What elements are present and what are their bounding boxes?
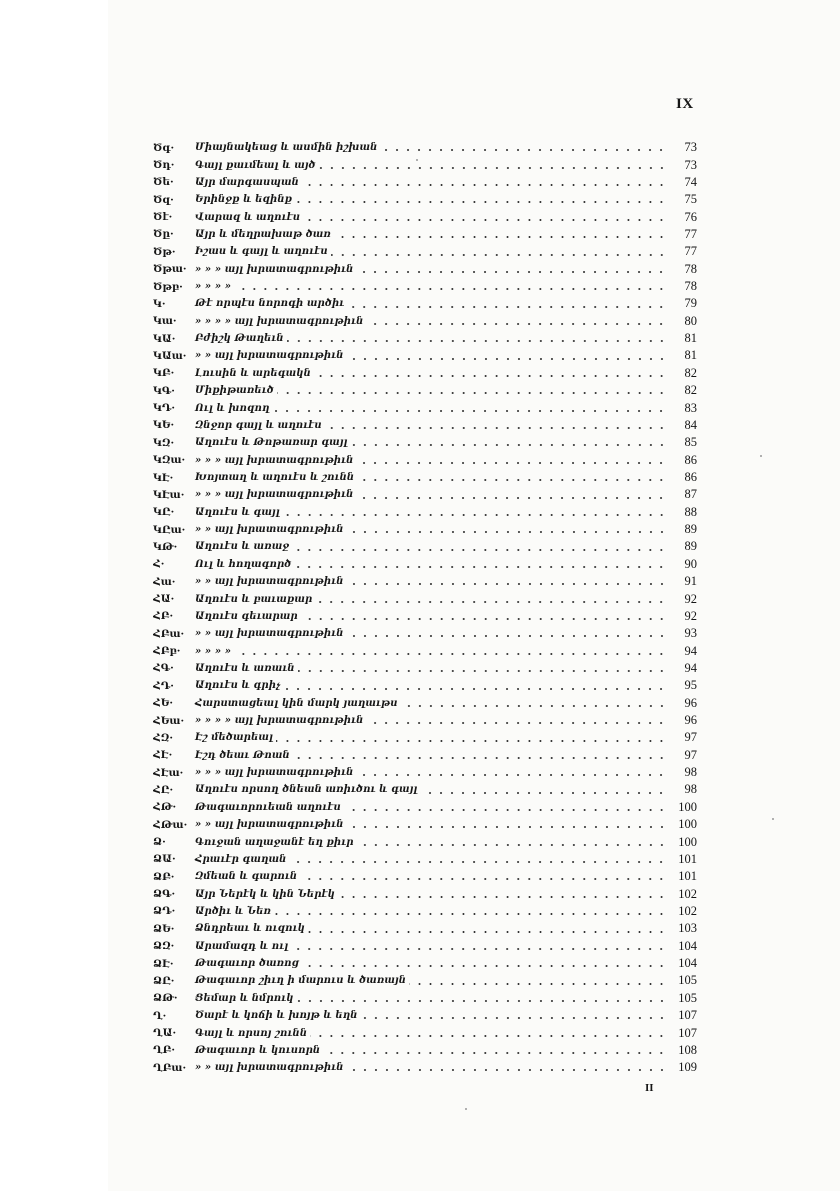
toc-entry (153, 695, 697, 712)
entry-page-number: 96 (684, 695, 697, 710)
dot-leader (356, 271, 667, 273)
entry-title: Թագաւոր ծառոց (195, 958, 299, 970)
entry-number: ՀԲա· (153, 627, 185, 640)
entry-number: ՀԸ· (153, 783, 174, 796)
toc-entry (153, 208, 697, 225)
entry-page-number: 82 (684, 383, 697, 398)
toc-entry (153, 573, 697, 590)
dot-leader (314, 375, 667, 377)
table-of-contents (153, 139, 697, 1076)
toc-entry (153, 156, 697, 173)
entry-title: » » » » (195, 281, 232, 293)
entry-number: Կ· (153, 297, 166, 310)
dot-leader (297, 1000, 667, 1002)
entry-title: » » այլ խրատագրութիւն (195, 350, 344, 362)
entry-page-number: 102 (678, 886, 697, 901)
entry-page-number: 87 (684, 487, 697, 502)
entry-page-number: 86 (684, 452, 697, 467)
entry-title: » » այլ խրատագրութիւն (195, 1062, 344, 1074)
dot-leader (276, 740, 667, 742)
toc-entry (153, 816, 697, 833)
dot-leader (338, 896, 667, 898)
entry-title: » » » » այլ խրատագրութիւն (195, 315, 364, 327)
dot-leader (287, 340, 667, 342)
toc-entry (153, 1007, 697, 1024)
entry-title: » » » այլ խրատագրութիւն (195, 454, 354, 466)
dot-leader (331, 254, 667, 256)
entry-title: Թագաւոր շիւղ ի մարուս և ծառայն (195, 975, 406, 987)
entry-number: ՀԶ· (153, 731, 174, 744)
entry-page-number: 105 (678, 973, 697, 988)
entry-title: Աղուէս և առաջ (195, 541, 290, 553)
dot-leader (294, 566, 667, 568)
entry-page-number: 105 (678, 990, 697, 1005)
entry-title: Զնջոր գայլ և աղուէս (195, 419, 322, 431)
entry-number: Ծթբ· (153, 280, 183, 293)
entry-title: » » » այլ խրատագրութիւն (195, 489, 354, 501)
entry-page-number: 91 (684, 574, 697, 589)
entry-title: Այր և մեղրախաթ ծառ (195, 228, 331, 240)
entry-page-number: 98 (684, 765, 697, 780)
toc-entry (153, 781, 697, 798)
entry-number: ԿԶ· (153, 436, 175, 449)
toc-entry (153, 625, 697, 642)
page-speck (465, 1108, 467, 1110)
dot-leader (356, 497, 667, 499)
entry-title: Գուջան աղաջանէ եղ քիւր (195, 836, 354, 848)
entry-page-number: 78 (684, 261, 697, 276)
entry-page-number: 81 (684, 348, 697, 363)
entry-page-number: 83 (684, 400, 697, 415)
dot-leader (401, 705, 667, 707)
entry-number: ԿԲ· (153, 367, 175, 380)
page-speck (760, 455, 762, 457)
dot-leader (283, 514, 667, 516)
entry-number: ԿԸա· (153, 523, 186, 536)
entry-title: Արծիւ և Նեռ (195, 905, 272, 917)
toc-entry (153, 313, 697, 330)
entry-number: ԿԶա· (153, 454, 186, 467)
dot-leader (303, 219, 667, 221)
toc-entry (153, 972, 697, 989)
entry-title: Իշաս և գայլ և աղուէս (195, 246, 328, 258)
entry-title: Հարստացեալ կին մարկ յաղաւթս (195, 697, 398, 709)
entry-number: ՀԷ· (153, 749, 173, 762)
entry-page-number: 82 (684, 365, 697, 380)
entry-number: ՁԵ· (153, 922, 175, 935)
entry-number: ԿԷա· (153, 488, 185, 501)
entry-page-number: 100 (678, 817, 697, 832)
entry-page-number: 101 (678, 851, 697, 866)
dot-leader (319, 167, 667, 169)
entry-page-number: 74 (684, 174, 697, 189)
entry-page-number: 77 (684, 226, 697, 241)
dot-leader (308, 931, 667, 933)
dot-leader (347, 583, 667, 585)
entry-number: ՁԴ· (153, 905, 176, 918)
entry-page-number: 103 (678, 921, 697, 936)
entry-title: Աղուէս և Թոթառար գայլ (195, 437, 348, 449)
entry-number: Ձ· (153, 836, 166, 849)
dot-leader (334, 236, 667, 238)
dot-leader (274, 913, 667, 915)
entry-number: ՀԵ· (153, 697, 174, 710)
entry-title: Զմեան և գարուն (195, 871, 298, 883)
entry-title: Թագաւորուեան աղուէս (195, 801, 341, 813)
entry-number: ՁԲ· (153, 870, 175, 883)
toc-entry (153, 903, 697, 920)
entry-page-number: 94 (684, 643, 697, 658)
entry-number: Հա· (153, 575, 176, 588)
entry-number: ՀԲբ· (153, 645, 181, 658)
entry-page-number: 98 (684, 782, 697, 797)
entry-number: Ծե· (153, 176, 174, 189)
toc-entry (153, 347, 697, 364)
dot-leader (302, 965, 667, 967)
entry-number: ՀԹ· (153, 801, 177, 814)
dot-leader (315, 601, 667, 603)
entry-title: Աղուէս և առաւն (195, 662, 295, 674)
dot-leader (356, 774, 667, 776)
entry-page-number: 88 (684, 504, 697, 519)
dot-leader (420, 792, 667, 794)
dot-leader (409, 983, 667, 985)
entry-number: ՀԱ· (153, 593, 175, 606)
entry-page-number: 90 (684, 556, 697, 571)
entry-number: Ծզ· (153, 193, 174, 206)
entry-title: » » » այլ խրատագրութիւն (195, 263, 354, 275)
toc-entry (153, 677, 697, 694)
entry-page-number: 76 (684, 209, 697, 224)
toc-entry (153, 799, 697, 816)
entry-number: ՁԷ· (153, 957, 174, 970)
entry-number: Ծէ· (153, 211, 173, 224)
entry-title: Էշդ ծեաւ Թոան (195, 749, 290, 761)
entry-title: Բժիշկ Թաղեւն (195, 333, 284, 345)
entry-title: Աղուէս գեւարար (195, 610, 298, 622)
entry-title: Աղուէս և բաւաքար (195, 593, 313, 605)
dot-leader (356, 462, 667, 464)
entry-page-number: 100 (678, 834, 697, 849)
entry-page-number: 80 (684, 313, 697, 328)
entry-title: Այր Ներէկ և կին Ներէկ (195, 888, 335, 900)
entry-title: Գայլ քաւմեալ և այծ (195, 159, 316, 171)
toc-entry (153, 833, 697, 850)
entry-page-number: 96 (684, 713, 697, 728)
entry-number: ԿԸ· (153, 506, 175, 519)
toc-entry (153, 556, 697, 573)
entry-page-number: 100 (678, 799, 697, 814)
entry-title: Հրաւէր գաղան (195, 853, 287, 865)
entry-number: ՀԷա· (153, 766, 184, 779)
toc-entry (153, 191, 697, 208)
entry-page-number: 108 (678, 1042, 697, 1057)
dot-leader (351, 444, 667, 446)
entry-page-number: 109 (678, 1060, 697, 1075)
page-speck (772, 818, 774, 820)
entry-title: Աղուէս և գայլ (195, 506, 280, 518)
toc-entry (153, 330, 697, 347)
dot-leader (366, 722, 667, 724)
entry-title: Երինջք և եզինք (195, 194, 293, 206)
entry-page-number: 89 (684, 522, 697, 537)
toc-entry (153, 1059, 697, 1076)
entry-page-number: 84 (684, 417, 697, 432)
entry-page-number: 79 (684, 296, 697, 311)
entry-number: ՂԲա· (153, 1061, 187, 1074)
toc-entry (153, 382, 697, 399)
toc-entry (153, 938, 697, 955)
entry-number: ԿԹ· (153, 540, 178, 553)
dot-leader (361, 1017, 667, 1019)
dot-leader (323, 1052, 667, 1054)
dot-leader (347, 1069, 667, 1071)
toc-entry (153, 642, 697, 659)
toc-entry (153, 608, 697, 625)
entry-page-number: 86 (684, 470, 697, 484)
toc-entry (153, 243, 697, 260)
entry-number: ԿԷ· (153, 471, 174, 484)
dot-leader (283, 688, 667, 690)
dot-leader (293, 757, 667, 759)
entry-page-number: 81 (684, 331, 697, 346)
toc-entry (153, 955, 697, 972)
entry-title: Թէ որպէս նորոգի արծիւ (195, 298, 345, 310)
toc-entry (153, 1024, 697, 1041)
entry-title: » » » » (195, 645, 232, 657)
toc-entry (153, 486, 697, 503)
dot-leader (302, 184, 667, 186)
entry-number: ՁԸ· (153, 974, 175, 987)
dot-leader (234, 288, 667, 290)
entry-title: » » այլ խրատագրութիւն (195, 628, 344, 640)
toc-entry (153, 417, 697, 434)
entry-title: Ծարէ և կոճի և խոյթ և եղն (195, 1010, 358, 1022)
toc-entry (153, 660, 697, 677)
dot-leader (310, 1035, 667, 1037)
entry-number: ԿԱա· (153, 349, 187, 362)
toc-entry (153, 712, 697, 729)
entry-title: Էշ մեծարեալ (195, 732, 274, 744)
entry-title: Վարազ և աղուէս (195, 211, 301, 223)
toc-entry (153, 451, 697, 468)
entry-number: Հ· (153, 558, 165, 571)
toc-entry (153, 226, 697, 243)
entry-title: » » այլ խրատագրութիւն (195, 819, 344, 831)
dot-leader (292, 549, 667, 551)
toc-entry (153, 729, 697, 746)
entry-title: Ուլ և խոզող (195, 402, 270, 414)
entry-page-number: 104 (678, 956, 697, 971)
dot-leader (344, 809, 667, 811)
toc-entry (153, 868, 697, 885)
toc-entry (153, 469, 697, 486)
dot-leader (301, 618, 667, 620)
dot-leader (357, 844, 667, 846)
entry-page-number: 102 (678, 903, 697, 918)
entry-page-number: 85 (684, 435, 697, 450)
toc-entry (153, 990, 697, 1007)
toc-entry (153, 747, 697, 764)
entry-page-number: 104 (678, 938, 697, 953)
dot-leader (347, 306, 667, 308)
dot-leader (366, 323, 667, 325)
entry-page-number: 101 (678, 869, 697, 884)
dot-leader (277, 392, 667, 394)
page-number: IX (676, 96, 694, 112)
entry-number: ՀԵա· (153, 714, 185, 727)
entry-title: Արամազդ և ուլ (195, 940, 289, 952)
entry-number: ԿԵ· (153, 419, 175, 432)
entry-number: Ծը· (153, 228, 174, 241)
dot-leader (289, 861, 667, 863)
entry-title: Միայնակեաց և ասմին իշխան (195, 142, 378, 154)
entry-number: ՁԱ· (153, 853, 176, 866)
entry-page-number: 73 (684, 140, 697, 155)
dot-leader (380, 149, 667, 151)
toc-entry (153, 261, 697, 278)
entry-page-number: 93 (684, 626, 697, 641)
toc-entry (153, 885, 697, 902)
toc-entry (153, 295, 697, 312)
entry-page-number: 73 (684, 157, 697, 172)
toc-entry (153, 434, 697, 451)
entry-title: Աղուէս որսող ծնեան առիւծու և գայլ (195, 784, 418, 796)
dot-leader (295, 201, 667, 203)
signature-mark: II (645, 1082, 654, 1094)
entry-title: » » այլ խրատագրութիւն (195, 576, 344, 588)
toc-entry (153, 920, 697, 937)
entry-page-number: 107 (678, 1008, 697, 1023)
dot-leader (325, 427, 667, 429)
toc-entry (153, 399, 697, 416)
entry-page-number: 97 (684, 747, 697, 762)
entry-number: ՂԱ· (153, 1027, 177, 1039)
toc-entry (153, 139, 697, 156)
dot-leader (298, 670, 667, 672)
toc-entry (153, 764, 697, 781)
entry-page-number: 75 (684, 192, 697, 207)
dot-leader (357, 479, 667, 481)
entry-page-number: 92 (684, 591, 697, 606)
toc-entry (153, 504, 697, 521)
entry-number: Կա· (153, 315, 177, 328)
entry-number: ԿԱ· (153, 332, 176, 345)
dot-leader (272, 410, 667, 412)
entry-number: ԿԴ· (153, 402, 176, 415)
entry-page-number: 78 (684, 279, 697, 294)
entry-title: Այր մարգասպան (195, 176, 299, 188)
dot-leader (300, 878, 667, 880)
entry-number: ՁԳ· (153, 888, 176, 901)
toc-entry (153, 365, 697, 382)
entry-number: ՁԶ· (153, 940, 175, 953)
entry-number: ՀԲ· (153, 610, 174, 623)
entry-page-number: 107 (678, 1025, 697, 1040)
page-speck (416, 159, 418, 161)
toc-entry (153, 174, 697, 191)
entry-number: Ծթ· (153, 245, 176, 258)
toc-entry (153, 278, 697, 295)
entry-title: Ձնդրեաւ և ուզուկ (195, 923, 305, 935)
toc-entry (153, 851, 697, 868)
dot-leader (347, 358, 667, 360)
entry-number: ՀԹա· (153, 818, 188, 831)
toc-entry (153, 590, 697, 607)
entry-number: Ծդ· (153, 159, 175, 172)
entry-title: Ուլ և հողագործ (195, 558, 292, 570)
entry-title: Խոյտաղ և աղուէս և շունն (195, 472, 355, 483)
entry-page-number: 77 (684, 244, 697, 259)
entry-title: Լուսին և արեգակն (195, 367, 311, 379)
entry-page-number: 97 (684, 730, 697, 745)
entry-number: Ղ· (153, 1009, 167, 1022)
entry-number: ՁԹ· (153, 992, 178, 1005)
entry-page-number: 92 (684, 608, 697, 623)
dot-leader (234, 653, 667, 655)
entry-title: Գայլ և որսոյ շունն (195, 1027, 308, 1039)
dot-leader (347, 635, 667, 637)
entry-number: Ծթա· (153, 263, 187, 276)
entry-title: » » այլ խրատագրութիւն (195, 524, 344, 536)
entry-title: Միքիթառեւծ (195, 385, 274, 397)
dot-leader (347, 826, 667, 828)
entry-page-number: 89 (684, 539, 697, 554)
entry-title: Աղուէս և գրիչ (195, 680, 281, 692)
entry-title: Թագաւոր և կուսորն (195, 1044, 321, 1056)
entry-number: ՀԴ· (153, 679, 174, 692)
toc-entry (153, 1042, 697, 1059)
entry-number: ՀԳ· (153, 662, 174, 675)
toc-entry (153, 538, 697, 555)
entry-page-number: 95 (684, 678, 697, 693)
entry-number: ԿԳ· (153, 384, 175, 397)
dot-leader (347, 531, 667, 533)
toc-entry (153, 521, 697, 538)
dot-leader (291, 948, 667, 950)
entry-title: Ցեմար և նմրուկ (195, 992, 294, 1004)
entry-page-number: 94 (684, 660, 697, 675)
entry-number: Ծգ· (153, 141, 175, 154)
entry-title: » » » » այլ խրատագրութիւն (195, 715, 364, 727)
entry-title: » » » այլ խրատագրութիւն (195, 767, 354, 779)
entry-number: ՂԲ· (153, 1044, 176, 1057)
